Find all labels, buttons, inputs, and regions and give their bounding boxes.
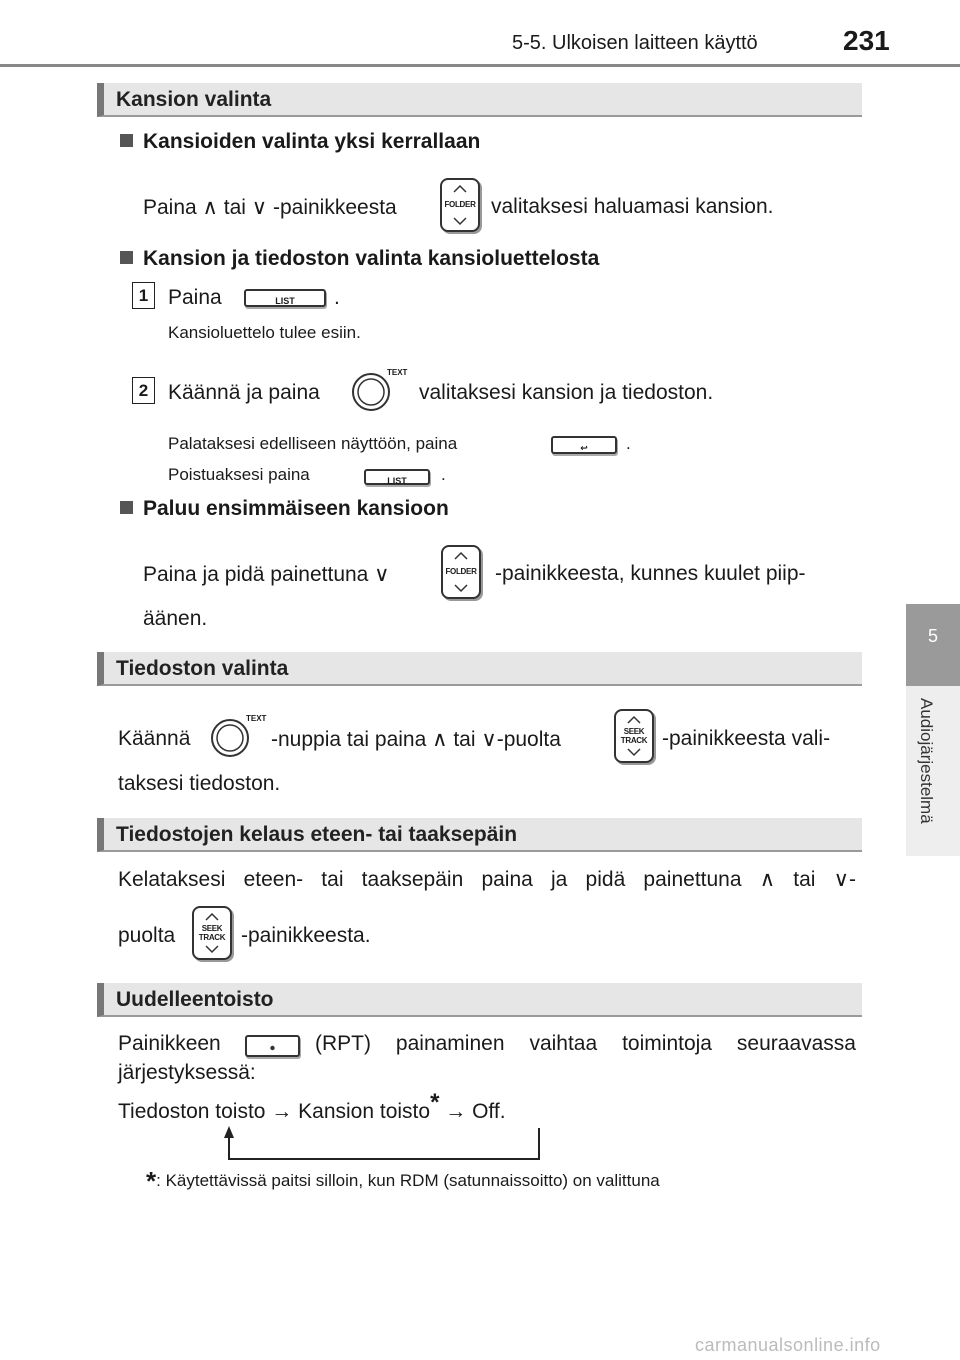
list-button-icon: LIST (364, 469, 430, 485)
subheading-paluu: Paluu ensimmäiseen kansioon (120, 497, 449, 521)
section-title: Kansion valinta (116, 88, 272, 111)
body-text: (RPT) painaminen vaihtaa toimintoja seuraavassa (315, 1032, 856, 1055)
body-text: Kelataksesi eteen- tai taaksepäin paina ja pidä painettuna ∧ tai ∨- (118, 868, 856, 891)
watermark: carmanualsonline.info (695, 1335, 881, 1355)
section-title: Tiedoston valinta (116, 657, 289, 680)
step-number: 1 (132, 282, 155, 309)
rpt-button-icon (245, 1035, 300, 1057)
body-text: -painikkeesta vali- (662, 727, 831, 750)
section-header-kansion-valinta (97, 83, 862, 117)
page-number: 231 (843, 25, 890, 56)
body-text: puolta (118, 924, 176, 947)
step-note: Palataksesi edelliseen näyttöön, paina (168, 434, 458, 453)
bullet-square-icon (120, 251, 133, 264)
step-text: Käännä ja paina (168, 381, 320, 404)
body-text: -painikkeesta, kunnes kuulet piip- (495, 562, 806, 585)
body-text: Käännä (118, 727, 191, 750)
step-number: 2 (132, 377, 155, 404)
section-title: Tiedostojen kelaus eteen- tai taaksepäin (116, 823, 518, 846)
subheading-kansioluettelo: Kansion ja tiedoston valinta kansioluettelosta (120, 247, 599, 271)
body-text: Painikkeen (118, 1032, 221, 1055)
chapter-title: 5-5. Ulkoisen laitteen käyttö (512, 32, 758, 54)
header-divider (0, 64, 960, 67)
section-header-kelaus (97, 818, 862, 852)
bullet-square-icon (120, 134, 133, 147)
chapter-tab-label: Audiojärjestelmä (917, 698, 936, 824)
body-text: Paina ja pidä painettuna ∨ (143, 563, 390, 586)
folder-rocker-icon: FOLDER (440, 178, 480, 232)
list-button-icon: LIST (244, 289, 326, 307)
body-text: äänen. (143, 607, 208, 630)
seek-track-rocker-icon: SEEK TRACK (192, 906, 232, 960)
body-text: valitaksesi haluamasi kansion. (491, 195, 774, 218)
subheading-kansioiden-valinta: Kansioiden valinta yksi kerrallaan (120, 130, 480, 154)
body-text: taksesi tiedoston. (118, 772, 281, 795)
body-text: järjestyksessä: (118, 1061, 256, 1084)
bullet-square-icon (120, 501, 133, 514)
folder-rocker-icon: FOLDER (441, 545, 481, 599)
loop-back-arrow (222, 1124, 552, 1164)
text-knob-label: TEXT (387, 368, 408, 377)
body-text: Paina ∧ tai ∨ -painikkeesta (143, 196, 397, 219)
section-header-uudelleentoisto (97, 983, 862, 1017)
footnote-marker: * (430, 1089, 440, 1116)
seek-track-rocker-icon: SEEK TRACK (614, 709, 654, 763)
step-note: . (626, 434, 631, 453)
step-note: Kansioluettelo tulee esiin. (168, 323, 361, 342)
footnote: *: Käytettävissä paitsi silloin, kun RDM (satunnaissoitto) on valittuna (146, 1166, 660, 1196)
section-header-tiedoston-valinta (97, 652, 862, 686)
body-text: -nuppia tai paina ∧ tai ∨-puolta (271, 728, 561, 751)
footnote-marker: * (146, 1166, 157, 1196)
back-button-icon: ↩ (551, 436, 617, 454)
step-note: Poistuaksesi paina (168, 465, 310, 484)
step-text: valitaksesi kansion ja tiedoston. (419, 381, 714, 404)
step-text: . (334, 286, 340, 309)
text-knob-label: TEXT (246, 714, 267, 723)
sequence-text: Tiedoston toisto → Kansion toisto* → Off. (118, 1089, 506, 1123)
body-text: -painikkeesta. (241, 924, 371, 947)
step-note: . (441, 465, 446, 484)
step-text: Paina (168, 286, 222, 309)
chapter-tab-number: 5 (927, 626, 938, 646)
section-title: Uudelleentoisto (116, 988, 274, 1011)
